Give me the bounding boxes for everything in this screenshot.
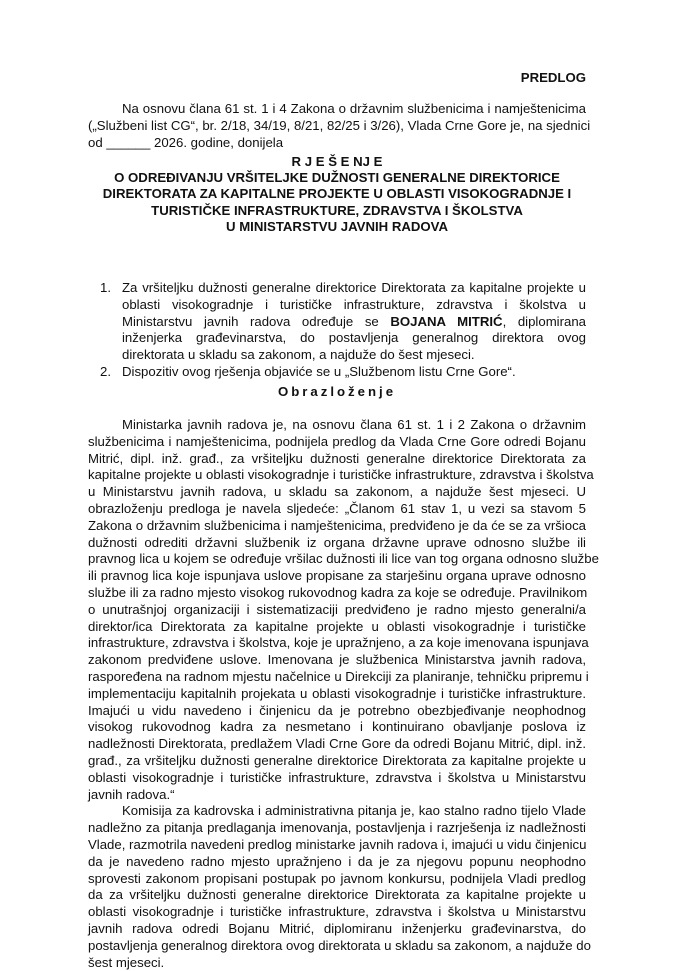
text-line: postavljenja generalnog direktora ovog direktorata u skladu sa zakonom, a najduže do	[88, 938, 586, 955]
text-line: dužnosti odrediti državni službenik iz organa državne uprave odnosno službe ili	[88, 535, 586, 552]
text-line: infrastrukture, zdravstva i školstva, koje je upražnjeno, a za koje imenovana ispunjava	[88, 635, 586, 652]
text-line: visokog rukovodnog kadra za nesmetano i kontinuirano obavljanje poslova iz	[88, 719, 586, 736]
text-line: Imajući u vidu navedeno i činjenicu da je potrebno obezbjeđivanje neophodnog	[88, 703, 586, 720]
list-number: 2.	[100, 364, 111, 381]
text-line: sprovesti zakonom propisani postupak po javnom konkursu, podnijela Vladi predlog	[88, 871, 586, 888]
text-line: kapitalne projekte u oblasti visokogradnje i turističke infrastrukture, zdravstva i školstva	[88, 467, 586, 484]
text-line: Za vršiteljku dužnosti generalne direktorice Direktorata za kapitalne projekte u	[122, 280, 586, 297]
obrazlozenje-body	[88, 417, 586, 971]
text-line: o unutrašnjoj organizaciji i sistematizaciji predviđeno je radno mjesto generalni/a	[88, 602, 586, 619]
text-line: oblasti visokogradnje i turističke infrastrukture, zdravstva i školstva u	[122, 297, 586, 314]
text-line: da je navedeno radno mjesto upražnjeno i da je za njegovu popunu neophodno	[88, 854, 586, 871]
title-line: O ODREĐIVANJU VRŠITELJKE DUŽNOSTI GENERALNE DIREKTORICE	[88, 170, 586, 186]
text-line: Mitrić, dipl. inž. građ., za vršiteljku dužnosti generalne direktorice Direktorata za	[88, 451, 586, 468]
text-line: implementaciju kapitalnih projekata u oblasti visokogradnje i turističke infrastrukture.	[88, 686, 586, 703]
text-line: službe ili za radno mjesto visokog rukovodnog kadra za koje se određuje. Pravilnikom	[88, 585, 586, 602]
text-line: nadležnosti Direktorata, predlažem Vladi Crne Gore da odredi Bojanu Mitrić, dipl. inž.	[88, 736, 586, 753]
text-line: Ministarstvu javnih radova određuje se BOJANA MITRIĆ, diplomirana	[122, 314, 586, 331]
text-line: direktorata u skladu sa zakonom, a najduže do šest mjeseci.	[122, 347, 586, 364]
document-title	[88, 154, 586, 235]
text-line: javnih radova odredi Bojanu Mitrić, diplomiranu inženjerku građevinarstva, do	[88, 921, 586, 938]
list-item	[100, 280, 586, 364]
text-line: u Ministarstvu javnih radova, u skladu sa zakonom, a najduže šest mjeseci. U	[88, 484, 586, 501]
list-item	[100, 364, 586, 381]
document-label: PREDLOG	[521, 70, 586, 85]
text-line: Vlade, razmotrila navedeni predlog ministarke javnih radova i, imajući u vidu činjenicu	[88, 837, 586, 854]
title-line: R J E Š E NJ E	[88, 154, 586, 170]
title-line: TURISTIČKE INFRASTRUKTURE, ZDRAVSTVA I ŠKOLSTVA	[88, 203, 586, 219]
appointee-name: BOJANA MITRIĆ	[390, 314, 502, 329]
text-line: Komisija za kadrovska i administrativna pitanja je, kao stalno radno tijelo Vlade	[88, 803, 586, 820]
text-line: ili pravnog lica koje ispunjava uslove propisane za starješinu organa uprave odnosno	[88, 568, 586, 585]
section-heading-obrazlozenje: Obrazloženje	[88, 384, 586, 399]
text-line: građ., za vršiteljku dužnosti generalne direktorice Direktorata za kapitalne projekte u	[88, 753, 586, 770]
text-line: službenicima i namještenicima, podnijela predlog da Vlada Crne Gore odredi Bojanu	[88, 434, 586, 451]
title-line: DIREKTORATA ZA KAPITALNE PROJEKTE U OBLASTI VISOKOGRADNJE I	[88, 186, 586, 202]
text-line: Dispozitiv ovog rješenja objaviće se u „Službenom listu Crne Gore“.	[122, 364, 586, 381]
text-line: nadležno za pitanja predlaganja imenovanja, postavljenja i razrješenja iz nadležnosti	[88, 820, 586, 837]
text-line: Zakona o državnim službenicima i namještenicima, predviđeno je da će se za vršioca	[88, 518, 586, 535]
text-line: direktor/ica Direktorata za kapitalne projekte u oblasti visokogradnje i turističke	[88, 619, 586, 636]
text-line: Ministarka javnih radova je, na osnovu člana 61 st. 1 i 2 Zakona o državnim	[88, 417, 586, 434]
text-line: oblasti visokogradnje i turističke infrastrukture, zdravstva i školstva u Ministarstvu	[88, 770, 586, 787]
decision-list	[100, 280, 586, 381]
paragraph	[88, 803, 586, 971]
text-line: da za vršiteljku dužnosti generalne direktorice Direktorata za kapitalne projekte u	[88, 887, 586, 904]
text-line: Na osnovu člana 61 st. 1 i 4 Zakona o državnim službenicima i namještenicima	[88, 101, 586, 118]
text-line: zakonom predviđene uslove. Imenovana je službenica Ministarstva javnih radova,	[88, 652, 586, 669]
list-number: 1.	[100, 280, 111, 297]
text-line: („Službeni list CG“, br. 2/18, 34/19, 8/21, 82/25 i 3/26), Vlada Crne Gore je, na sjednici	[88, 118, 586, 135]
text-line: inženjerka građevinarstva, do postavljenja generalnog direktora ovog	[122, 330, 586, 347]
text-line: od ______ 2026. godine, donijela	[88, 135, 586, 152]
text-line: pravnog lica u kojem se određuje vršilac dužnosti ili lice van tog organa odnosno službe	[88, 551, 586, 568]
text-line: javnih radova.“	[88, 787, 586, 804]
text-line: šest mjeseci.	[88, 955, 586, 971]
text-line: raspoređena na radnom mjestu načelnice u Direkciji za planiranje, tehničku pripremu i	[88, 669, 586, 686]
title-line: U MINISTARSTVU JAVNIH RADOVA	[88, 219, 586, 235]
intro-paragraph	[88, 101, 586, 151]
text-line: obrazloženju predloga je navela sljedeće: „Članom 61 stav 1, u vezi sa stavom 5	[88, 501, 586, 518]
text-line: oblasti visokogradnje i turističke infrastrukture, zdravstva i školstva u Ministarstvu	[88, 904, 586, 921]
paragraph	[88, 417, 586, 803]
